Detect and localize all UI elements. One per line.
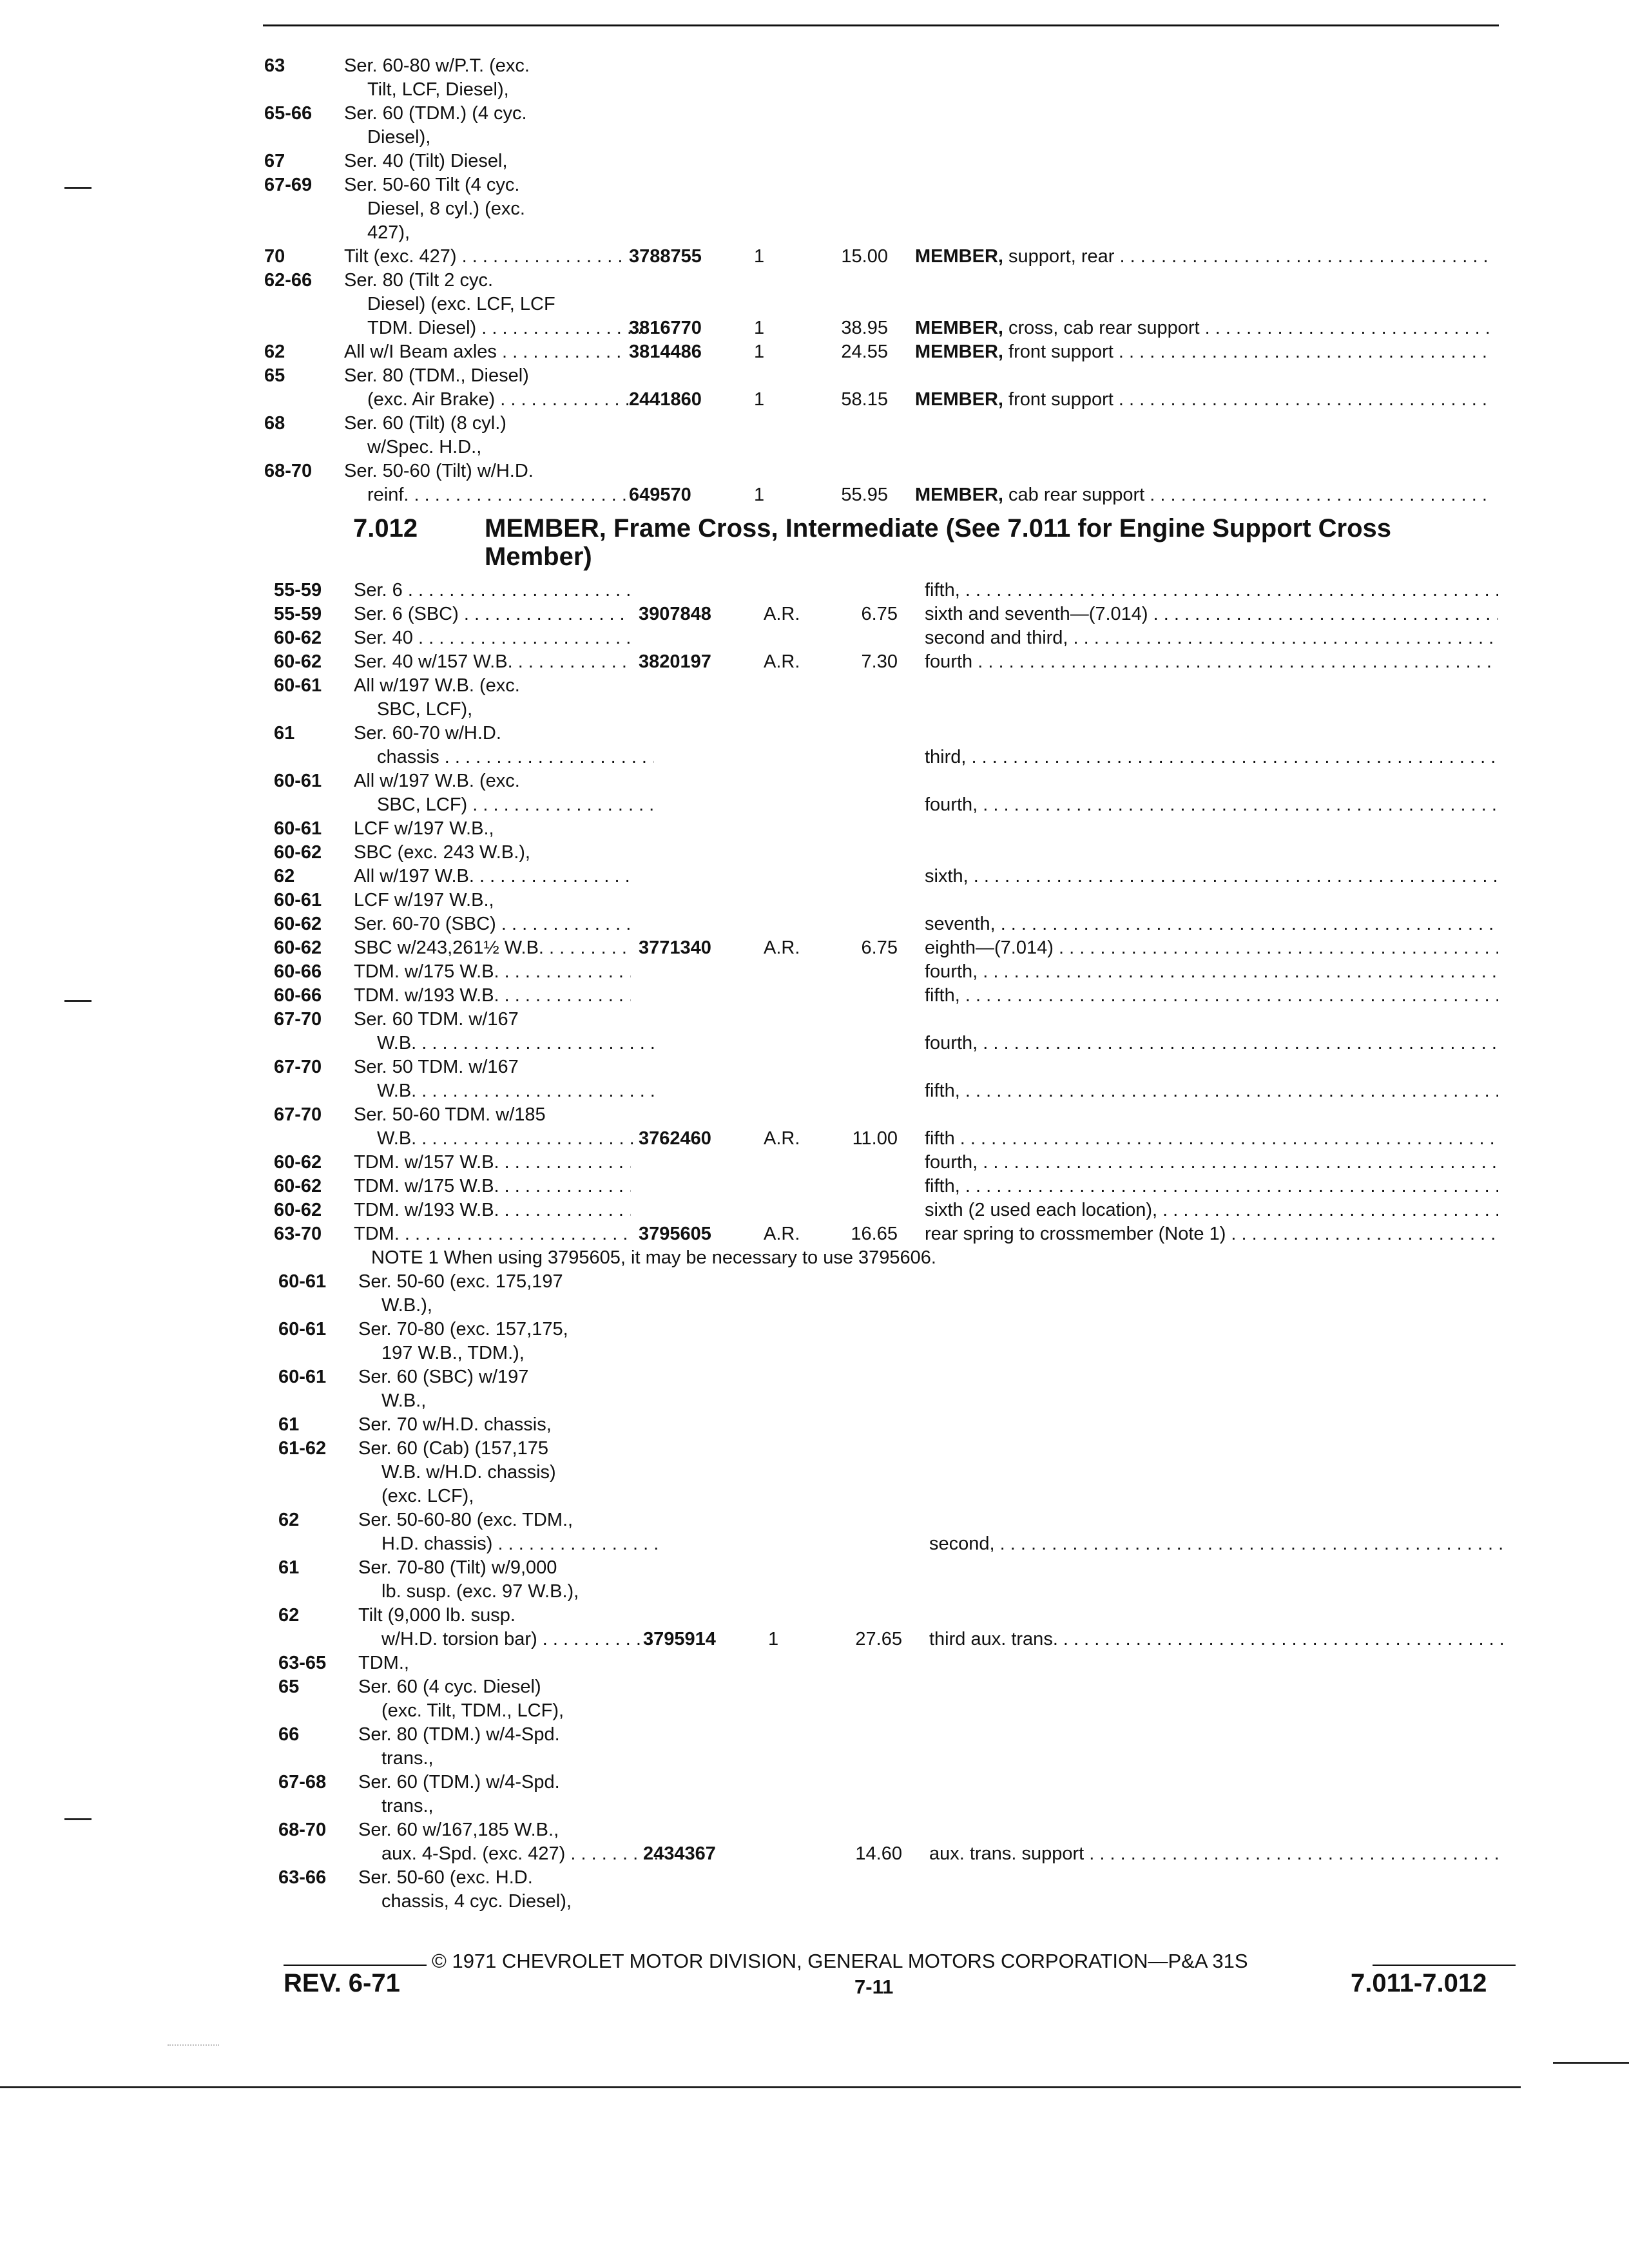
model-year: 62 bbox=[264, 341, 285, 362]
application-desc: w/Spec. H.D., bbox=[367, 437, 482, 457]
application-desc: Ser. 70-80 (exc. 157,175, bbox=[358, 1319, 568, 1340]
model-year: 67-69 bbox=[264, 175, 313, 195]
application-desc: Ser. 50-60 (exc. 175,197 bbox=[358, 1271, 563, 1292]
application-desc: Tilt (exc. 427) . . . bbox=[344, 245, 621, 268]
part-name bbox=[915, 483, 1489, 506]
application-desc: Ser. 70 w/H.D. chassis, bbox=[358, 1414, 552, 1435]
application-desc: Ser. 50-60 TDM. w/185 bbox=[354, 1104, 546, 1125]
section-number: 7.012 bbox=[353, 514, 418, 543]
application-desc: Diesel), bbox=[367, 127, 431, 148]
price: 55.95 bbox=[841, 485, 888, 505]
model-year: 60-62 bbox=[274, 1152, 322, 1173]
part-name bbox=[925, 1079, 1498, 1102]
application-desc: W.B. . . . bbox=[354, 1032, 654, 1055]
application-desc: W.B.), bbox=[381, 1295, 432, 1316]
application-desc: Ser. 80 (TDM., Diesel) bbox=[344, 365, 529, 386]
model-year: 61 bbox=[278, 1414, 300, 1435]
page-number: 7-11 bbox=[854, 1975, 894, 1998]
part-number: 3820197 bbox=[639, 651, 711, 672]
application-desc: Ser. 60-70 (SBC) . . . bbox=[354, 912, 631, 936]
price: 11.00 bbox=[852, 1128, 898, 1149]
model-year: 68 bbox=[264, 413, 285, 434]
application-desc: Ser. 60 (4 cyc. Diesel) bbox=[358, 1677, 541, 1697]
price: 27.65 bbox=[855, 1629, 902, 1649]
part-name-text: third, bbox=[925, 747, 967, 767]
part-name-text: fifth, bbox=[925, 1176, 960, 1196]
application-desc: chassis, 4 cyc. Diesel), bbox=[381, 1891, 572, 1912]
part-name-text: fourth, bbox=[925, 1033, 978, 1053]
application-desc: Ser. 60 TDM. w/167 bbox=[354, 1009, 519, 1030]
model-year: 60-62 bbox=[274, 937, 322, 958]
part-name bbox=[929, 1532, 1503, 1555]
application-desc: Ser. 80 (Tilt 2 cyc. bbox=[344, 270, 493, 291]
section-range: 7.011-7.012 bbox=[1351, 1969, 1487, 1997]
part-name-text: sixth (2 used each location), bbox=[925, 1200, 1158, 1220]
model-year: 65 bbox=[278, 1677, 300, 1697]
model-year: 62 bbox=[274, 866, 295, 887]
quantity: A.R. bbox=[764, 1128, 800, 1149]
quantity: A.R. bbox=[764, 651, 800, 672]
application-desc: W.B. w/H.D. chassis) bbox=[381, 1462, 556, 1483]
model-year: 60-62 bbox=[274, 914, 322, 934]
application-desc: Ser. 50 TDM. w/167 bbox=[354, 1057, 519, 1077]
model-year: 67-68 bbox=[278, 1772, 327, 1792]
model-year: 60-61 bbox=[278, 1367, 327, 1387]
part-name-text: fifth, bbox=[925, 1081, 960, 1101]
part-name bbox=[925, 1151, 1498, 1174]
part-number: 3788755 bbox=[629, 246, 702, 267]
model-year: 63-65 bbox=[278, 1653, 327, 1673]
model-year: 60-61 bbox=[274, 890, 322, 910]
part-name bbox=[925, 865, 1498, 888]
application-desc: TDM. . . . bbox=[354, 1222, 631, 1245]
part-name-text: fifth, bbox=[925, 580, 960, 601]
model-year: 65-66 bbox=[264, 103, 313, 124]
footer-rule-left bbox=[284, 1965, 427, 1966]
model-year: 63-70 bbox=[274, 1224, 322, 1244]
application-desc: Ser. 6 . . . bbox=[354, 579, 631, 602]
model-year: 60-62 bbox=[274, 651, 322, 672]
application-desc: W.B. . . . bbox=[354, 1127, 654, 1150]
application-desc: trans., bbox=[381, 1748, 434, 1769]
application-desc: 197 W.B., TDM.), bbox=[381, 1343, 525, 1363]
application-desc: All w/197 W.B. (exc. bbox=[354, 771, 520, 791]
part-name-text: fourth bbox=[925, 651, 973, 672]
quantity: 1 bbox=[754, 389, 765, 410]
model-year: 61 bbox=[274, 723, 295, 744]
application-desc: TDM. w/157 W.B. . . . bbox=[354, 1151, 631, 1174]
application-desc: Tilt, LCF, Diesel), bbox=[367, 79, 509, 100]
price: 15.00 bbox=[841, 246, 888, 267]
price: 6.75 bbox=[861, 604, 898, 624]
part-number: 3795914 bbox=[643, 1629, 716, 1649]
part-name-text: fourth, bbox=[925, 1152, 978, 1173]
model-year: 60-62 bbox=[274, 1200, 322, 1220]
part-name-bold: MEMBER, bbox=[915, 485, 1003, 505]
application-desc: TDM. w/193 W.B. . . . bbox=[354, 984, 631, 1007]
part-name bbox=[925, 1127, 1498, 1150]
price: 58.15 bbox=[841, 389, 888, 410]
model-year: 68-70 bbox=[278, 1820, 327, 1840]
section-title: MEMBER, Frame Cross, Intermediate (See 7.011 for Engine Support Cross Member) bbox=[485, 514, 1392, 571]
part-number: 3795605 bbox=[639, 1224, 711, 1244]
application-desc: Ser. 40 w/157 W.B. . . . bbox=[354, 650, 631, 673]
application-desc: SBC, LCF), bbox=[377, 699, 473, 720]
application-desc: Ser. 50-60 (Tilt) w/H.D. bbox=[344, 461, 534, 481]
application-desc: SBC (exc. 243 W.B.), bbox=[354, 842, 530, 863]
application-desc: TDM. w/175 W.B. . . . bbox=[354, 1175, 631, 1198]
part-number: 2434367 bbox=[643, 1843, 716, 1864]
part-name-text: third aux. trans. bbox=[929, 1629, 1058, 1649]
footer-rule-right bbox=[1373, 1965, 1516, 1966]
part-name-text: cab rear support bbox=[1008, 485, 1145, 505]
application-desc: aux. 4-Spd. (exc. 427) . . . bbox=[358, 1842, 659, 1865]
part-number: 3907848 bbox=[639, 604, 711, 624]
application-desc: SBC w/243,261½ W.B. . . . bbox=[354, 936, 631, 959]
part-name bbox=[915, 340, 1489, 363]
application-desc: chassis . . . bbox=[354, 745, 654, 769]
quantity: A.R. bbox=[764, 1224, 800, 1244]
part-name-text: seventh, bbox=[925, 914, 996, 934]
application-desc: W.B. . . . bbox=[354, 1079, 654, 1102]
model-year: 60-61 bbox=[274, 675, 322, 696]
part-name-text: fifth bbox=[925, 1128, 955, 1149]
model-year: 62 bbox=[278, 1605, 300, 1626]
part-name-text: front support bbox=[1008, 341, 1113, 362]
part-number: 3816770 bbox=[629, 318, 702, 338]
model-year: 60-66 bbox=[274, 985, 322, 1006]
price: 16.65 bbox=[851, 1224, 898, 1244]
application-desc: Ser. 40 . . . bbox=[354, 626, 631, 649]
application-desc: Ser. 50-60 (exc. H.D. bbox=[358, 1867, 533, 1888]
application-desc: H.D. chassis) . . . bbox=[358, 1532, 659, 1555]
application-desc: lb. susp. (exc. 97 W.B.), bbox=[381, 1581, 579, 1602]
model-year: 60-61 bbox=[274, 818, 322, 839]
part-name-text: second and third, bbox=[925, 628, 1068, 648]
part-name bbox=[925, 960, 1498, 983]
application-desc: Ser. 50-60 Tilt (4 cyc. bbox=[344, 175, 520, 195]
application-desc: Ser. 50-60-80 (exc. TDM., bbox=[358, 1510, 574, 1530]
application-desc: Diesel) (exc. LCF, LCF bbox=[367, 294, 555, 314]
application-desc: Ser. 60 (TDM.) (4 cyc. bbox=[344, 103, 527, 124]
application-desc: TDM. Diesel) . . . bbox=[344, 316, 644, 340]
quantity: 1 bbox=[768, 1629, 779, 1649]
application-desc: w/H.D. torsion bar) . . . bbox=[358, 1628, 659, 1651]
model-year: 60-62 bbox=[274, 1176, 322, 1196]
application-desc: SBC, LCF) . . . bbox=[354, 793, 654, 816]
application-desc: Ser. 60-80 w/P.T. (exc. bbox=[344, 55, 530, 76]
model-year: 67 bbox=[264, 151, 285, 171]
application-desc: Ser. 60 (SBC) w/197 bbox=[358, 1367, 529, 1387]
quantity: 1 bbox=[754, 485, 765, 505]
model-year: 67-70 bbox=[274, 1009, 322, 1030]
application-desc: Ser. 70-80 (Tilt) w/9,000 bbox=[358, 1557, 557, 1578]
part-name-bold: MEMBER, bbox=[915, 389, 1003, 410]
model-year: 60-62 bbox=[274, 842, 322, 863]
part-name-bold: MEMBER, bbox=[915, 246, 1003, 267]
part-name bbox=[925, 650, 1498, 673]
model-year: 60-61 bbox=[278, 1319, 327, 1340]
part-name-text: cross, cab rear support bbox=[1008, 318, 1200, 338]
scan-edge-line bbox=[0, 2086, 1521, 2088]
part-number: 3771340 bbox=[639, 937, 711, 958]
model-year: 60-61 bbox=[274, 771, 322, 791]
quantity: 1 bbox=[754, 341, 765, 362]
price: 7.30 bbox=[861, 651, 898, 672]
part-number: 3762460 bbox=[639, 1128, 711, 1149]
application-desc: Ser. 80 (TDM.) w/4-Spd. bbox=[358, 1724, 560, 1745]
application-desc: All w/197 W.B. . . . bbox=[354, 865, 631, 888]
application-desc: LCF w/197 W.B., bbox=[354, 818, 494, 839]
part-name-bold: MEMBER, bbox=[915, 341, 1003, 362]
application-desc: reinf. . . . bbox=[344, 483, 644, 506]
application-desc: 427), bbox=[367, 222, 410, 243]
part-name-text: sixth, bbox=[925, 866, 969, 887]
part-number: 3814486 bbox=[629, 341, 702, 362]
application-desc: TDM., bbox=[358, 1653, 409, 1673]
application-desc: Ser. 60 w/167,185 W.B., bbox=[358, 1820, 559, 1840]
application-desc: Tilt (9,000 lb. susp. bbox=[358, 1605, 516, 1626]
model-year: 67-70 bbox=[274, 1104, 322, 1125]
part-name-text: second, bbox=[929, 1533, 995, 1554]
model-year: 68-70 bbox=[264, 461, 313, 481]
part-name bbox=[925, 1222, 1498, 1245]
part-name bbox=[915, 388, 1489, 411]
model-year: 62 bbox=[278, 1510, 300, 1530]
model-year: 61 bbox=[278, 1557, 300, 1578]
application-desc: Diesel, 8 cyl.) (exc. bbox=[367, 198, 525, 219]
part-name bbox=[929, 1842, 1503, 1865]
part-name bbox=[925, 1175, 1498, 1198]
part-name bbox=[925, 579, 1498, 602]
application-desc: Ser. 60 (TDM.) w/4-Spd. bbox=[358, 1772, 560, 1792]
application-desc: TDM. w/193 W.B. . . . bbox=[354, 1198, 631, 1222]
price: 38.95 bbox=[841, 318, 888, 338]
part-name-bold: MEMBER, bbox=[915, 318, 1003, 338]
application-desc: (exc. Tilt, TDM., LCF), bbox=[381, 1700, 564, 1721]
application-desc: Ser. 6 (SBC) . . . bbox=[354, 602, 631, 626]
part-name-text: fifth, bbox=[925, 985, 960, 1006]
application-desc: (exc. LCF), bbox=[381, 1486, 474, 1506]
part-number: 2441860 bbox=[629, 389, 702, 410]
part-name-text: rear spring to crossmember (Note 1) bbox=[925, 1224, 1226, 1244]
application-desc: All w/I Beam axles . . . bbox=[344, 340, 621, 363]
part-name bbox=[925, 1198, 1498, 1222]
part-name bbox=[925, 1032, 1498, 1055]
application-desc: W.B., bbox=[381, 1390, 427, 1411]
revision-label: REV. 6-71 bbox=[284, 1969, 400, 1997]
model-year: 67-70 bbox=[274, 1057, 322, 1077]
price: 14.60 bbox=[855, 1843, 902, 1864]
quantity: A.R. bbox=[764, 937, 800, 958]
part-name-text: aux. trans. support bbox=[929, 1843, 1084, 1864]
application-desc: Ser. 60 (Cab) (157,175 bbox=[358, 1438, 549, 1459]
application-desc: Ser. 60-70 w/H.D. bbox=[354, 723, 501, 744]
quantity: 1 bbox=[754, 318, 765, 338]
model-year: 63 bbox=[264, 55, 285, 76]
price: 6.75 bbox=[861, 937, 898, 958]
quantity: 1 bbox=[754, 246, 765, 267]
part-name-text: front support bbox=[1008, 389, 1113, 410]
application-desc: LCF w/197 W.B., bbox=[354, 890, 494, 910]
part-name bbox=[925, 793, 1498, 816]
application-desc: Ser. 40 (Tilt) Diesel, bbox=[344, 151, 508, 171]
note-text: NOTE 1 When using 3795605, it may be necessary to use 3795606. bbox=[371, 1247, 936, 1268]
model-year: 60-66 bbox=[274, 961, 322, 982]
part-name-text: sixth and seventh—(7.014) bbox=[925, 604, 1148, 624]
application-desc: All w/197 W.B. (exc. bbox=[354, 675, 520, 696]
model-year: 66 bbox=[278, 1724, 300, 1745]
part-name-text: eighth—(7.014) bbox=[925, 937, 1054, 958]
model-year: 55-59 bbox=[274, 580, 322, 601]
part-name bbox=[925, 984, 1498, 1007]
part-name bbox=[925, 936, 1498, 959]
part-name bbox=[915, 316, 1489, 340]
application-desc: Ser. 60 (Tilt) (8 cyl.) bbox=[344, 413, 506, 434]
model-year: 62-66 bbox=[264, 270, 313, 291]
part-name bbox=[925, 602, 1498, 626]
quantity: A.R. bbox=[764, 604, 800, 624]
model-year: 55-59 bbox=[274, 604, 322, 624]
model-year: 65 bbox=[264, 365, 285, 386]
application-desc: TDM. w/175 W.B. . . . bbox=[354, 960, 631, 983]
application-desc: trans., bbox=[381, 1796, 434, 1816]
price: 24.55 bbox=[841, 341, 888, 362]
model-year: 60-61 bbox=[278, 1271, 327, 1292]
part-name bbox=[925, 912, 1498, 936]
part-name-text: fourth, bbox=[925, 961, 978, 982]
model-year: 63-66 bbox=[278, 1867, 327, 1888]
part-number: 649570 bbox=[629, 485, 691, 505]
copyright-line: © 1971 CHEVROLET MOTOR DIVISION, GENERAL MOTORS CORPORATION—P&A 31S bbox=[432, 1950, 1248, 1972]
scan-edge-line bbox=[1553, 2062, 1629, 2064]
model-year: 70 bbox=[264, 246, 285, 267]
model-year: 60-62 bbox=[274, 628, 322, 648]
part-name bbox=[925, 626, 1498, 649]
part-name bbox=[929, 1628, 1503, 1651]
part-name bbox=[925, 745, 1498, 769]
application-desc: (exc. Air Brake) . . . bbox=[344, 388, 644, 411]
part-name-text: support, rear bbox=[1008, 246, 1115, 267]
part-name-text: fourth, bbox=[925, 794, 978, 815]
model-year: 61-62 bbox=[278, 1438, 327, 1459]
scan-smudge bbox=[168, 2044, 219, 2048]
part-name bbox=[915, 245, 1489, 268]
